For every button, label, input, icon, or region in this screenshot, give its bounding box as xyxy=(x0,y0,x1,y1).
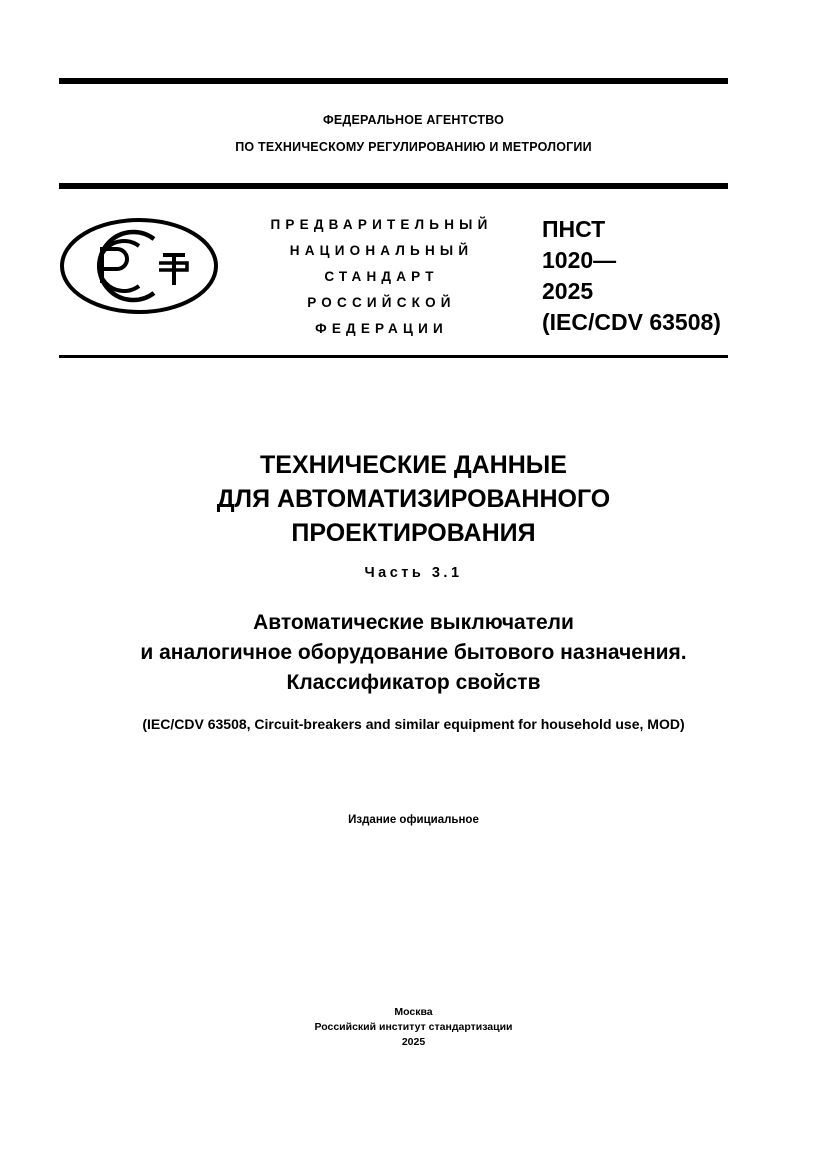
standard-number-line1: ПНСТ xyxy=(542,216,606,242)
title-line3: ПРОЕКТИРОВАНИЯ xyxy=(291,519,536,547)
standard-type-line2: НАЦИОНАЛЬНЫЙ xyxy=(289,243,474,258)
standard-type xyxy=(244,212,519,342)
standard-number xyxy=(542,214,732,338)
imprint xyxy=(0,1005,827,1050)
edition-label: Издание официальное xyxy=(348,814,479,826)
agency-name-line2: ПО ТЕХНИЧЕСКОМУ РЕГУЛИРОВАНИЮ И МЕТРОЛОГИИ xyxy=(235,140,592,154)
part-number: Часть 3.1 xyxy=(364,565,463,581)
international-reference: (IEC/CDV 63508, Circuit-breakers and similar equipment for household use, MOD) xyxy=(142,716,685,732)
standard-number-line2: 1020— xyxy=(542,247,617,273)
subtitle-line2: и аналогичное оборудование бытового назначения. xyxy=(140,641,687,664)
document-title xyxy=(0,448,827,550)
imprint-publisher: Российский институт стандартизации xyxy=(314,1021,513,1033)
standard-type-line5: ФЕДЕРАЦИИ xyxy=(315,321,448,336)
top-rule xyxy=(59,78,728,84)
standard-type-line1: ПРЕДВАРИТЕЛЬНЫЙ xyxy=(270,217,493,232)
standard-type-line4: РОССИЙСКОЙ xyxy=(307,295,456,310)
imprint-year: 2025 xyxy=(401,1036,426,1048)
standard-type-line3: СТАНДАРТ xyxy=(324,269,439,284)
gost-r-logo-icon xyxy=(59,217,219,315)
title-line1: ТЕХНИЧЕСКИЕ ДАННЫЕ xyxy=(260,451,567,479)
subtitle-line1: Автоматические выключатели xyxy=(253,611,574,634)
subtitle-line3: Классификатор свойств xyxy=(286,671,541,694)
agency-name-line1: ФЕДЕРАЛЬНОЕ АГЕНТСТВО xyxy=(322,113,505,127)
bottom-rule xyxy=(59,355,728,358)
document-subtitle xyxy=(0,608,827,698)
standard-number-line3: 2025 xyxy=(542,278,594,304)
title-line2: ДЛЯ АВТОМАТИЗИРОВАННОГО xyxy=(216,485,611,513)
standard-number-line4: (IEC/CDV 63508) xyxy=(542,309,721,335)
middle-rule xyxy=(59,183,728,189)
imprint-city: Москва xyxy=(394,1006,433,1018)
